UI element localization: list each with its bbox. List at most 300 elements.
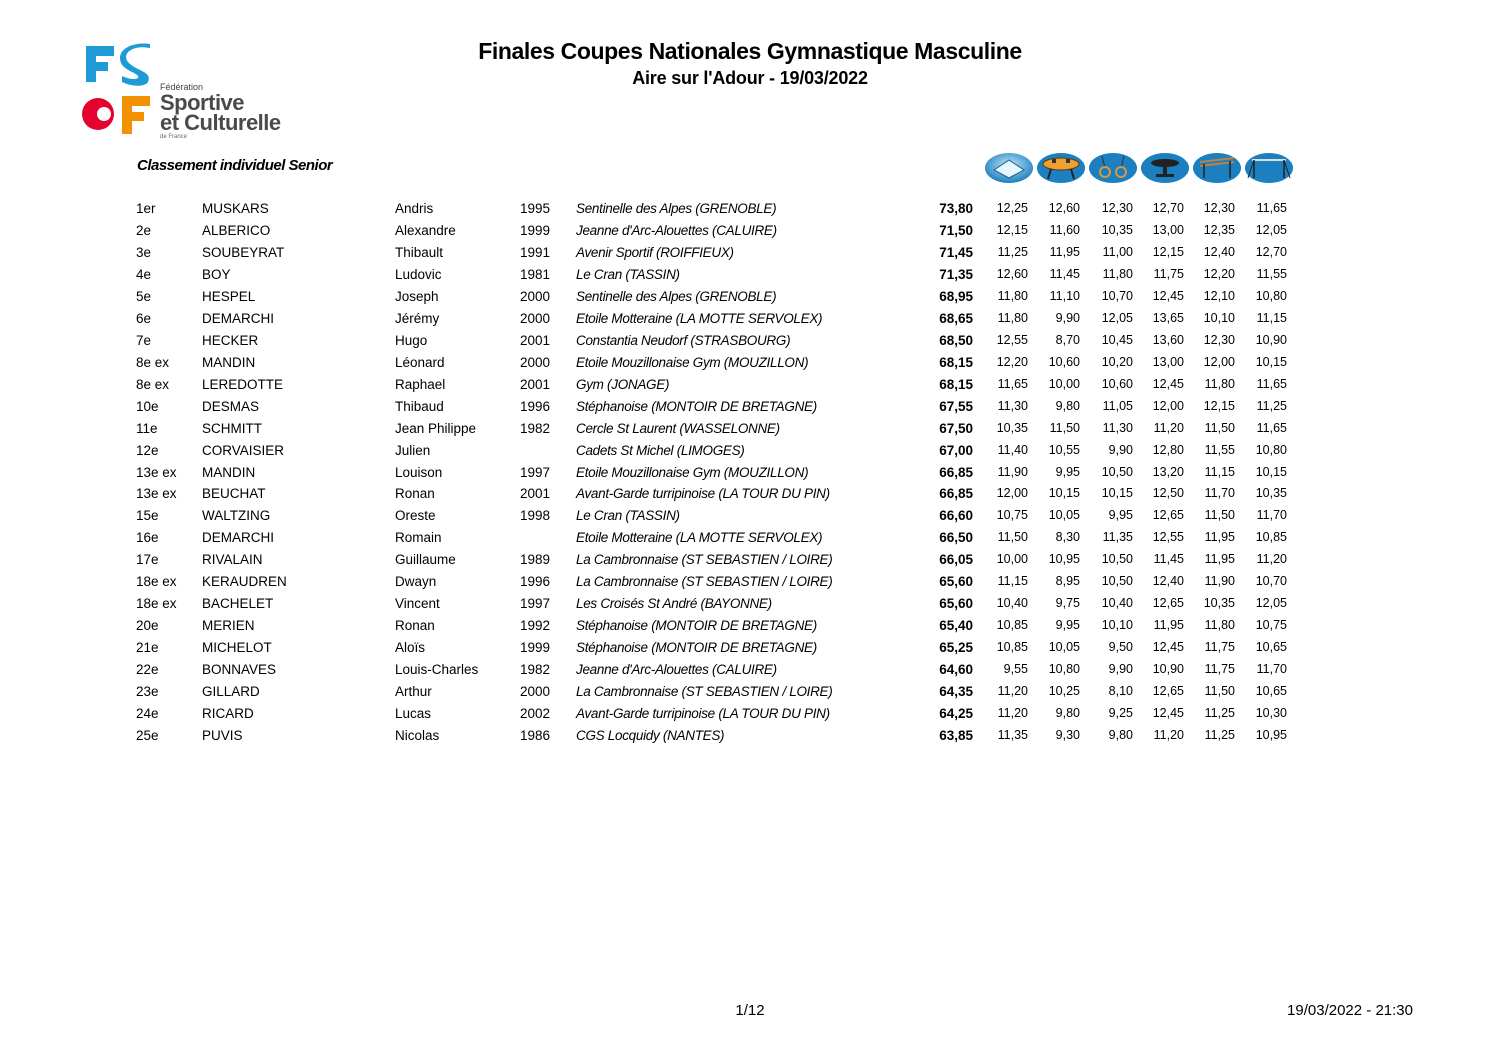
last-name-cell: MUSKARS <box>202 201 269 216</box>
parallel-bars-score-cell: 12,00 <box>1203 354 1235 369</box>
high-bar-score-cell: 10,95 <box>1255 728 1287 743</box>
vault-score-cell: 11,45 <box>1153 552 1184 567</box>
parallel-bars-score-cell: 11,15 <box>1204 464 1235 479</box>
table-row <box>0 728 1497 750</box>
parallel-bars-score-cell: 10,10 <box>1203 310 1235 325</box>
vault-score-cell: 11,20 <box>1153 420 1184 435</box>
floor-score-cell: 11,50 <box>997 530 1028 545</box>
rings-score-cell: 10,50 <box>1101 464 1133 479</box>
table-row <box>0 245 1497 267</box>
table-row <box>0 530 1497 552</box>
vault-score-cell: 12,45 <box>1152 288 1184 303</box>
pommel-horse-score-cell: 9,80 <box>1055 398 1080 413</box>
rank-cell: 3e <box>136 244 152 260</box>
rank-cell: 5e <box>136 288 152 304</box>
rings-score-cell: 10,10 <box>1101 618 1133 633</box>
rank-cell: 2e <box>136 222 152 238</box>
club-cell: Etoile Mouzillonaise Gym (MOUZILLON) <box>576 354 809 370</box>
first-name-cell: Romain <box>395 530 442 546</box>
pommel-horse-score-cell: 9,95 <box>1055 464 1080 479</box>
fscf-logo <box>78 36 312 146</box>
rings-score-cell: 10,45 <box>1101 332 1133 347</box>
high-bar-score-cell: 11,70 <box>1256 508 1287 523</box>
pommel-horse-score-cell: 11,95 <box>1049 244 1080 259</box>
rank-cell: 22e <box>136 662 159 678</box>
high-bar-score-cell: 10,35 <box>1255 486 1287 501</box>
floor-score-cell: 10,35 <box>996 420 1028 435</box>
year-cell: 2000 <box>520 354 551 370</box>
first-name-cell: Aloïs <box>395 640 426 656</box>
club-cell: Etoile Motteraine (LA MOTTE SERVOLEX) <box>576 530 823 546</box>
vault-score-cell: 13,00 <box>1152 354 1184 369</box>
first-name-cell: Nicolas <box>395 728 440 744</box>
table-row <box>0 662 1497 684</box>
vault-score-cell: 13,20 <box>1152 464 1184 479</box>
club-cell: Avenir Sportif (ROIFFIEUX) <box>576 244 734 260</box>
high-bar-score-cell: 10,75 <box>1255 618 1287 633</box>
high-bar-score-cell: 10,70 <box>1255 574 1287 589</box>
floor-score-cell: 11,15 <box>997 574 1028 589</box>
pommel-horse-score-cell: 10,55 <box>1048 442 1080 457</box>
high-bar-score-cell: 10,15 <box>1255 464 1287 479</box>
rank-cell: 10e <box>136 398 159 414</box>
parallel-bars-score-cell: 12,30 <box>1203 201 1235 215</box>
vault-score-cell: 11,95 <box>1153 618 1184 633</box>
rank-cell: 23e <box>136 684 159 700</box>
print-timestamp: 19/03/2022 - 21:30 <box>1287 1002 1413 1019</box>
floor-score-cell: 11,80 <box>997 310 1028 325</box>
floor-score-cell: 11,25 <box>997 244 1028 259</box>
floor-score-cell: 11,35 <box>997 728 1028 743</box>
vault-score-cell: 12,80 <box>1152 442 1184 457</box>
first-name-cell: Jean Philippe <box>395 420 477 436</box>
rings-score-cell: 11,80 <box>1102 266 1133 281</box>
year-cell: 1997 <box>520 464 551 480</box>
pommel-horse-score-cell: 8,70 <box>1055 332 1080 347</box>
year-cell: 1981 <box>520 266 551 282</box>
high-bar-score-cell: 11,65 <box>1256 420 1287 435</box>
parallel-bars-score-cell: 11,75 <box>1204 640 1235 655</box>
first-name-cell: Dwayn <box>395 574 437 590</box>
rings-score-cell: 9,95 <box>1108 508 1133 523</box>
vault-score-cell: 12,55 <box>1152 530 1184 545</box>
floor-score-cell: 10,85 <box>996 618 1028 633</box>
vault-score-cell: 13,60 <box>1152 332 1184 347</box>
first-name-cell: Ronan <box>395 486 435 502</box>
floor-score-cell: 11,20 <box>997 706 1028 721</box>
logo-sportive-text: Sportive <box>160 90 245 115</box>
first-name-cell: Louison <box>395 464 443 480</box>
table-row <box>0 311 1497 333</box>
pommel-horse-score-cell: 11,45 <box>1049 266 1080 281</box>
rings-score-cell: 9,80 <box>1108 728 1133 743</box>
pommel-horse-score-cell: 11,10 <box>1049 288 1080 303</box>
high-bar-score-cell: 10,90 <box>1255 332 1287 347</box>
table-row <box>0 355 1497 377</box>
pommel-horse-score-cell: 10,05 <box>1048 508 1080 523</box>
rings-score-cell: 11,35 <box>1102 530 1133 545</box>
total-score-cell: 68,15 <box>939 376 973 392</box>
page-subtitle: Aire sur l'Adour - 19/03/2022 <box>632 68 868 88</box>
year-cell: 1989 <box>520 552 551 568</box>
page-number: 1/12 <box>735 1002 765 1019</box>
total-score-cell: 67,50 <box>939 420 973 436</box>
floor-score-cell: 10,75 <box>996 508 1028 523</box>
vault-score-cell: 12,00 <box>1152 398 1184 413</box>
club-cell: La Cambronnaise (ST SEBASTIEN / LOIRE) <box>576 574 833 590</box>
year-cell: 1986 <box>520 728 551 744</box>
club-cell: Le Cran (TASSIN) <box>576 508 680 524</box>
floor-score-cell: 11,20 <box>997 684 1028 699</box>
vault-score-cell: 12,50 <box>1152 486 1184 501</box>
high-bar-score-cell: 10,80 <box>1255 288 1287 303</box>
total-score-cell: 64,25 <box>939 706 973 722</box>
rings-score-cell: 11,30 <box>1102 420 1133 435</box>
table-row <box>0 443 1497 465</box>
year-cell: 1982 <box>520 420 551 436</box>
high-bar-score-cell: 11,20 <box>1256 552 1287 567</box>
table-row <box>0 706 1497 728</box>
club-cell: Cadets St Michel (LIMOGES) <box>576 442 745 458</box>
rings-score-cell: 10,50 <box>1101 574 1133 589</box>
year-cell: 1991 <box>520 244 551 260</box>
last-name-cell: DESMAS <box>202 398 260 414</box>
high-bar-score-cell: 10,65 <box>1255 684 1287 699</box>
pommel-horse-score-cell: 11,60 <box>1049 222 1080 237</box>
rank-cell: 8e ex <box>136 376 170 392</box>
high-bar-score-cell: 10,85 <box>1255 530 1287 545</box>
last-name-cell: BACHELET <box>202 596 274 612</box>
last-name-cell: LEREDOTTE <box>202 376 284 392</box>
year-cell: 2001 <box>520 376 551 392</box>
year-cell: 1998 <box>520 508 551 524</box>
rings-score-cell: 12,05 <box>1101 310 1133 325</box>
year-cell: 2000 <box>520 288 551 304</box>
rings-score-cell: 8,10 <box>1108 684 1133 699</box>
rings-score-cell: 10,70 <box>1101 288 1133 303</box>
last-name-cell: ALBERICO <box>202 222 271 238</box>
club-cell: Avant-Garde turripinoise (LA TOUR DU PIN) <box>576 706 830 722</box>
pommel-horse-score-cell: 10,80 <box>1048 662 1080 677</box>
floor-score-cell: 12,15 <box>996 222 1028 237</box>
table-row <box>0 377 1497 399</box>
club-cell: Sentinelle des Alpes (GRENOBLE) <box>576 288 777 304</box>
club-cell: CGS Locquidy (NANTES) <box>576 728 725 744</box>
rings-score-cell: 10,15 <box>1101 486 1133 501</box>
floor-score-cell: 12,25 <box>996 201 1028 215</box>
total-score-cell: 65,60 <box>939 596 973 612</box>
parallel-bars-score-cell: 12,20 <box>1203 266 1235 281</box>
last-name-cell: HESPEL <box>202 288 256 304</box>
rank-cell: 16e <box>136 530 159 546</box>
vault-score-cell: 11,75 <box>1153 266 1184 281</box>
section-title: Classement individuel Senior <box>137 157 333 174</box>
total-score-cell: 68,50 <box>939 332 973 348</box>
rings-score-cell: 10,50 <box>1101 552 1133 567</box>
parallel-bars-score-cell: 12,35 <box>1203 222 1235 237</box>
high-bar-score-cell: 12,70 <box>1255 244 1287 259</box>
table-row <box>0 223 1497 245</box>
pommel-horse-score-cell: 10,00 <box>1048 376 1080 391</box>
parallel-bars-score-cell: 11,70 <box>1204 486 1235 501</box>
vault-score-cell: 13,00 <box>1152 222 1184 237</box>
total-score-cell: 71,35 <box>939 266 973 282</box>
year-cell: 1996 <box>520 398 551 414</box>
first-name-cell: Hugo <box>395 332 428 348</box>
total-score-cell: 67,00 <box>939 442 973 458</box>
parallel-bars-score-cell: 11,80 <box>1204 618 1235 633</box>
pommel-horse-score-cell: 9,80 <box>1055 706 1080 721</box>
last-name-cell: RIVALAIN <box>202 552 263 568</box>
high-bar-score-cell: 10,80 <box>1255 442 1287 457</box>
rank-cell: 18e ex <box>136 574 177 590</box>
total-score-cell: 68,15 <box>939 354 973 370</box>
last-name-cell: CORVAISIER <box>202 442 285 458</box>
last-name-cell: MICHELOT <box>202 640 272 656</box>
total-score-cell: 71,50 <box>939 222 973 238</box>
floor-score-cell: 11,65 <box>997 376 1028 391</box>
last-name-cell: KERAUDREN <box>202 574 287 590</box>
vault-score-cell: 10,90 <box>1152 662 1184 677</box>
rank-cell: 18e ex <box>136 596 177 612</box>
table-row <box>0 508 1497 530</box>
rank-cell: 20e <box>136 618 159 634</box>
total-score-cell: 73,80 <box>939 201 973 216</box>
rings-score-cell: 11,05 <box>1102 398 1133 413</box>
year-cell: 1982 <box>520 662 551 678</box>
club-cell: Stéphanoise (MONTOIR DE BRETAGNE) <box>576 398 817 414</box>
vault-score-cell: 12,40 <box>1152 574 1184 589</box>
pommel-horse-score-cell: 10,95 <box>1048 552 1080 567</box>
rings-score-cell: 11,00 <box>1102 244 1133 259</box>
club-cell: Cercle St Laurent (WASSELONNE) <box>576 420 780 436</box>
rank-cell: 7e <box>136 332 152 348</box>
first-name-cell: Vincent <box>395 596 440 612</box>
first-name-cell: Ronan <box>395 618 435 634</box>
club-cell: Jeanne d'Arc-Alouettes (CALUIRE) <box>576 222 777 238</box>
high-bar-score-cell: 12,05 <box>1255 596 1287 611</box>
last-name-cell: SOUBEYRAT <box>202 244 285 260</box>
rank-cell: 24e <box>136 706 159 722</box>
high-bar-score-cell: 11,55 <box>1256 266 1287 281</box>
year-cell: 1999 <box>520 222 551 238</box>
floor-score-cell: 11,40 <box>997 442 1028 457</box>
page-title: Finales Coupes Nationales Gymnastique Masculine <box>478 38 1022 64</box>
pommel-horse-score-cell: 11,50 <box>1049 420 1080 435</box>
high-bar-score-cell: 10,15 <box>1255 354 1287 369</box>
club-cell: Etoile Mouzillonaise Gym (MOUZILLON) <box>576 464 809 480</box>
parallel-bars-score-cell: 11,95 <box>1204 552 1235 567</box>
first-name-cell: Arthur <box>395 684 432 700</box>
parallel-bars-score-cell: 10,35 <box>1203 596 1235 611</box>
table-row <box>0 267 1497 289</box>
pommel-horse-score-cell: 10,60 <box>1048 354 1080 369</box>
total-score-cell: 66,05 <box>939 552 973 568</box>
year-cell: 1996 <box>520 574 551 590</box>
total-score-cell: 65,25 <box>939 640 973 656</box>
club-cell: Avant-Garde turripinoise (LA TOUR DU PIN) <box>576 486 830 502</box>
year-cell: 2000 <box>520 684 551 700</box>
table-row <box>0 289 1497 311</box>
pommel-horse-score-cell: 10,25 <box>1048 684 1080 699</box>
floor-icon <box>984 152 1034 184</box>
pommel-horse-score-cell: 12,60 <box>1048 201 1080 215</box>
floor-score-cell: 11,90 <box>997 464 1028 479</box>
parallel-bars-score-cell: 12,40 <box>1203 244 1235 259</box>
club-cell: Constantia Neudorf (STRASBOURG) <box>576 332 791 348</box>
first-name-cell: Guillaume <box>395 552 456 568</box>
table-row <box>0 465 1497 487</box>
parallel-bars-score-cell: 11,55 <box>1204 442 1235 457</box>
last-name-cell: SCHMITT <box>202 420 262 436</box>
rank-cell: 15e <box>136 508 159 524</box>
last-name-cell: MANDIN <box>202 354 256 370</box>
total-score-cell: 66,60 <box>939 508 973 524</box>
club-cell: Jeanne d'Arc-Alouettes (CALUIRE) <box>576 662 777 678</box>
floor-score-cell: 11,80 <box>997 288 1028 303</box>
rings-score-cell: 9,90 <box>1108 442 1133 457</box>
vault-score-cell: 13,65 <box>1152 310 1184 325</box>
parallel-bars-score-cell: 11,95 <box>1204 530 1235 545</box>
floor-score-cell: 10,40 <box>996 596 1028 611</box>
table-row <box>0 421 1497 443</box>
club-cell: Les Croisés St André (BAYONNE) <box>576 596 772 612</box>
rings-score-cell: 10,40 <box>1101 596 1133 611</box>
high-bar-score-cell: 11,70 <box>1256 662 1287 677</box>
parallel-bars-score-cell: 11,50 <box>1204 508 1235 523</box>
floor-score-cell: 10,85 <box>996 640 1028 655</box>
table-row <box>0 596 1497 618</box>
rings-score-cell: 12,30 <box>1101 201 1133 215</box>
last-name-cell: BOY <box>202 266 231 282</box>
last-name-cell: GILLARD <box>202 684 260 700</box>
vault-score-cell: 12,65 <box>1152 596 1184 611</box>
first-name-cell: Andris <box>395 201 434 216</box>
year-cell: 2001 <box>520 486 551 502</box>
last-name-cell: MERIEN <box>202 618 255 634</box>
parallel-bars-score-cell: 11,25 <box>1204 728 1235 743</box>
club-cell: Sentinelle des Alpes (GRENOBLE) <box>576 201 777 216</box>
high-bar-score-cell: 10,65 <box>1255 640 1287 655</box>
floor-score-cell: 12,20 <box>996 354 1028 369</box>
table-row <box>0 640 1497 662</box>
rings-score-cell: 9,90 <box>1108 662 1133 677</box>
table-row <box>0 333 1497 355</box>
vault-score-cell: 12,65 <box>1152 508 1184 523</box>
total-score-cell: 64,60 <box>939 662 973 678</box>
vault-icon <box>1140 152 1190 184</box>
rank-cell: 17e <box>136 552 159 568</box>
parallel-bars-score-cell: 11,50 <box>1204 684 1235 699</box>
high-bar-score-cell: 11,15 <box>1256 310 1287 325</box>
high-bar-score-cell: 10,30 <box>1255 706 1287 721</box>
total-score-cell: 65,40 <box>939 618 973 634</box>
first-name-cell: Thibault <box>395 244 444 260</box>
first-name-cell: Jérémy <box>395 310 440 326</box>
first-name-cell: Julien <box>395 442 431 458</box>
floor-score-cell: 12,00 <box>996 486 1028 501</box>
first-name-cell: Thibaud <box>395 398 444 414</box>
parallel-bars-score-cell: 12,30 <box>1203 332 1235 347</box>
rank-cell: 1er <box>136 201 156 216</box>
vault-score-cell: 12,45 <box>1152 376 1184 391</box>
table-row <box>0 618 1497 640</box>
total-score-cell: 68,95 <box>939 288 973 304</box>
rings-score-cell: 10,35 <box>1101 222 1133 237</box>
club-cell: Le Cran (TASSIN) <box>576 266 680 282</box>
pommel-horse-score-cell: 9,95 <box>1055 618 1080 633</box>
rank-cell: 21e <box>136 640 159 656</box>
vault-score-cell: 11,20 <box>1153 728 1184 743</box>
total-score-cell: 64,35 <box>939 684 973 700</box>
parallel-bars-score-cell: 12,10 <box>1203 288 1235 303</box>
total-score-cell: 63,85 <box>939 728 973 744</box>
pommel-horse-score-cell: 10,15 <box>1048 486 1080 501</box>
rings-score-cell: 10,60 <box>1101 376 1133 391</box>
total-score-cell: 71,45 <box>939 244 973 260</box>
total-score-cell: 66,85 <box>939 464 973 480</box>
first-name-cell: Raphael <box>395 376 446 392</box>
floor-score-cell: 9,55 <box>1003 662 1028 677</box>
table-row <box>0 201 1497 223</box>
year-cell: 2001 <box>520 332 551 348</box>
parallel-bars-icon <box>1192 152 1242 184</box>
parallel-bars-score-cell: 12,15 <box>1203 398 1235 413</box>
last-name-cell: DEMARCHI <box>202 310 275 326</box>
club-cell: Gym (JONAGE) <box>576 376 670 392</box>
first-name-cell: Alexandre <box>395 222 456 238</box>
high-bar-score-cell: 12,05 <box>1255 222 1287 237</box>
club-cell: Stéphanoise (MONTOIR DE BRETAGNE) <box>576 640 817 656</box>
first-name-cell: Oreste <box>395 508 436 524</box>
pommel-horse-score-cell: 9,30 <box>1055 728 1080 743</box>
high-bar-score-cell: 11,65 <box>1256 376 1287 391</box>
total-score-cell: 68,65 <box>939 310 973 326</box>
last-name-cell: BEUCHAT <box>202 486 266 502</box>
year-cell: 1997 <box>520 596 551 612</box>
logo-culturelle-text: et Culturelle <box>160 110 281 135</box>
high-bar-score-cell: 11,65 <box>1256 201 1287 215</box>
table-row <box>0 486 1497 508</box>
vault-score-cell: 12,45 <box>1152 640 1184 655</box>
year-cell: 1995 <box>520 201 551 216</box>
vault-score-cell: 12,45 <box>1152 706 1184 721</box>
rank-cell: 25e <box>136 728 159 744</box>
rank-cell: 13e ex <box>136 464 177 480</box>
rank-cell: 13e ex <box>136 486 177 502</box>
rings-score-cell: 10,20 <box>1101 354 1133 369</box>
first-name-cell: Louis-Charles <box>395 662 479 678</box>
first-name-cell: Joseph <box>395 288 439 304</box>
year-cell: 2000 <box>520 310 551 326</box>
club-cell: La Cambronnaise (ST SEBASTIEN / LOIRE) <box>576 684 833 700</box>
last-name-cell: PUVIS <box>202 728 243 744</box>
total-score-cell: 65,60 <box>939 574 973 590</box>
rank-cell: 6e <box>136 310 152 326</box>
last-name-cell: BONNAVES <box>202 662 277 678</box>
club-cell: Etoile Motteraine (LA MOTTE SERVOLEX) <box>576 310 823 326</box>
parallel-bars-score-cell: 11,50 <box>1204 420 1235 435</box>
high-bar-icon <box>1244 152 1294 184</box>
last-name-cell: DEMARCHI <box>202 530 275 546</box>
parallel-bars-score-cell: 11,25 <box>1204 706 1235 721</box>
pommel-horse-score-cell: 8,95 <box>1055 574 1080 589</box>
parallel-bars-score-cell: 11,90 <box>1204 574 1235 589</box>
pommel-horse-score-cell: 10,05 <box>1048 640 1080 655</box>
total-score-cell: 67,55 <box>939 398 973 414</box>
high-bar-score-cell: 11,25 <box>1256 398 1287 413</box>
parallel-bars-score-cell: 11,80 <box>1204 376 1235 391</box>
